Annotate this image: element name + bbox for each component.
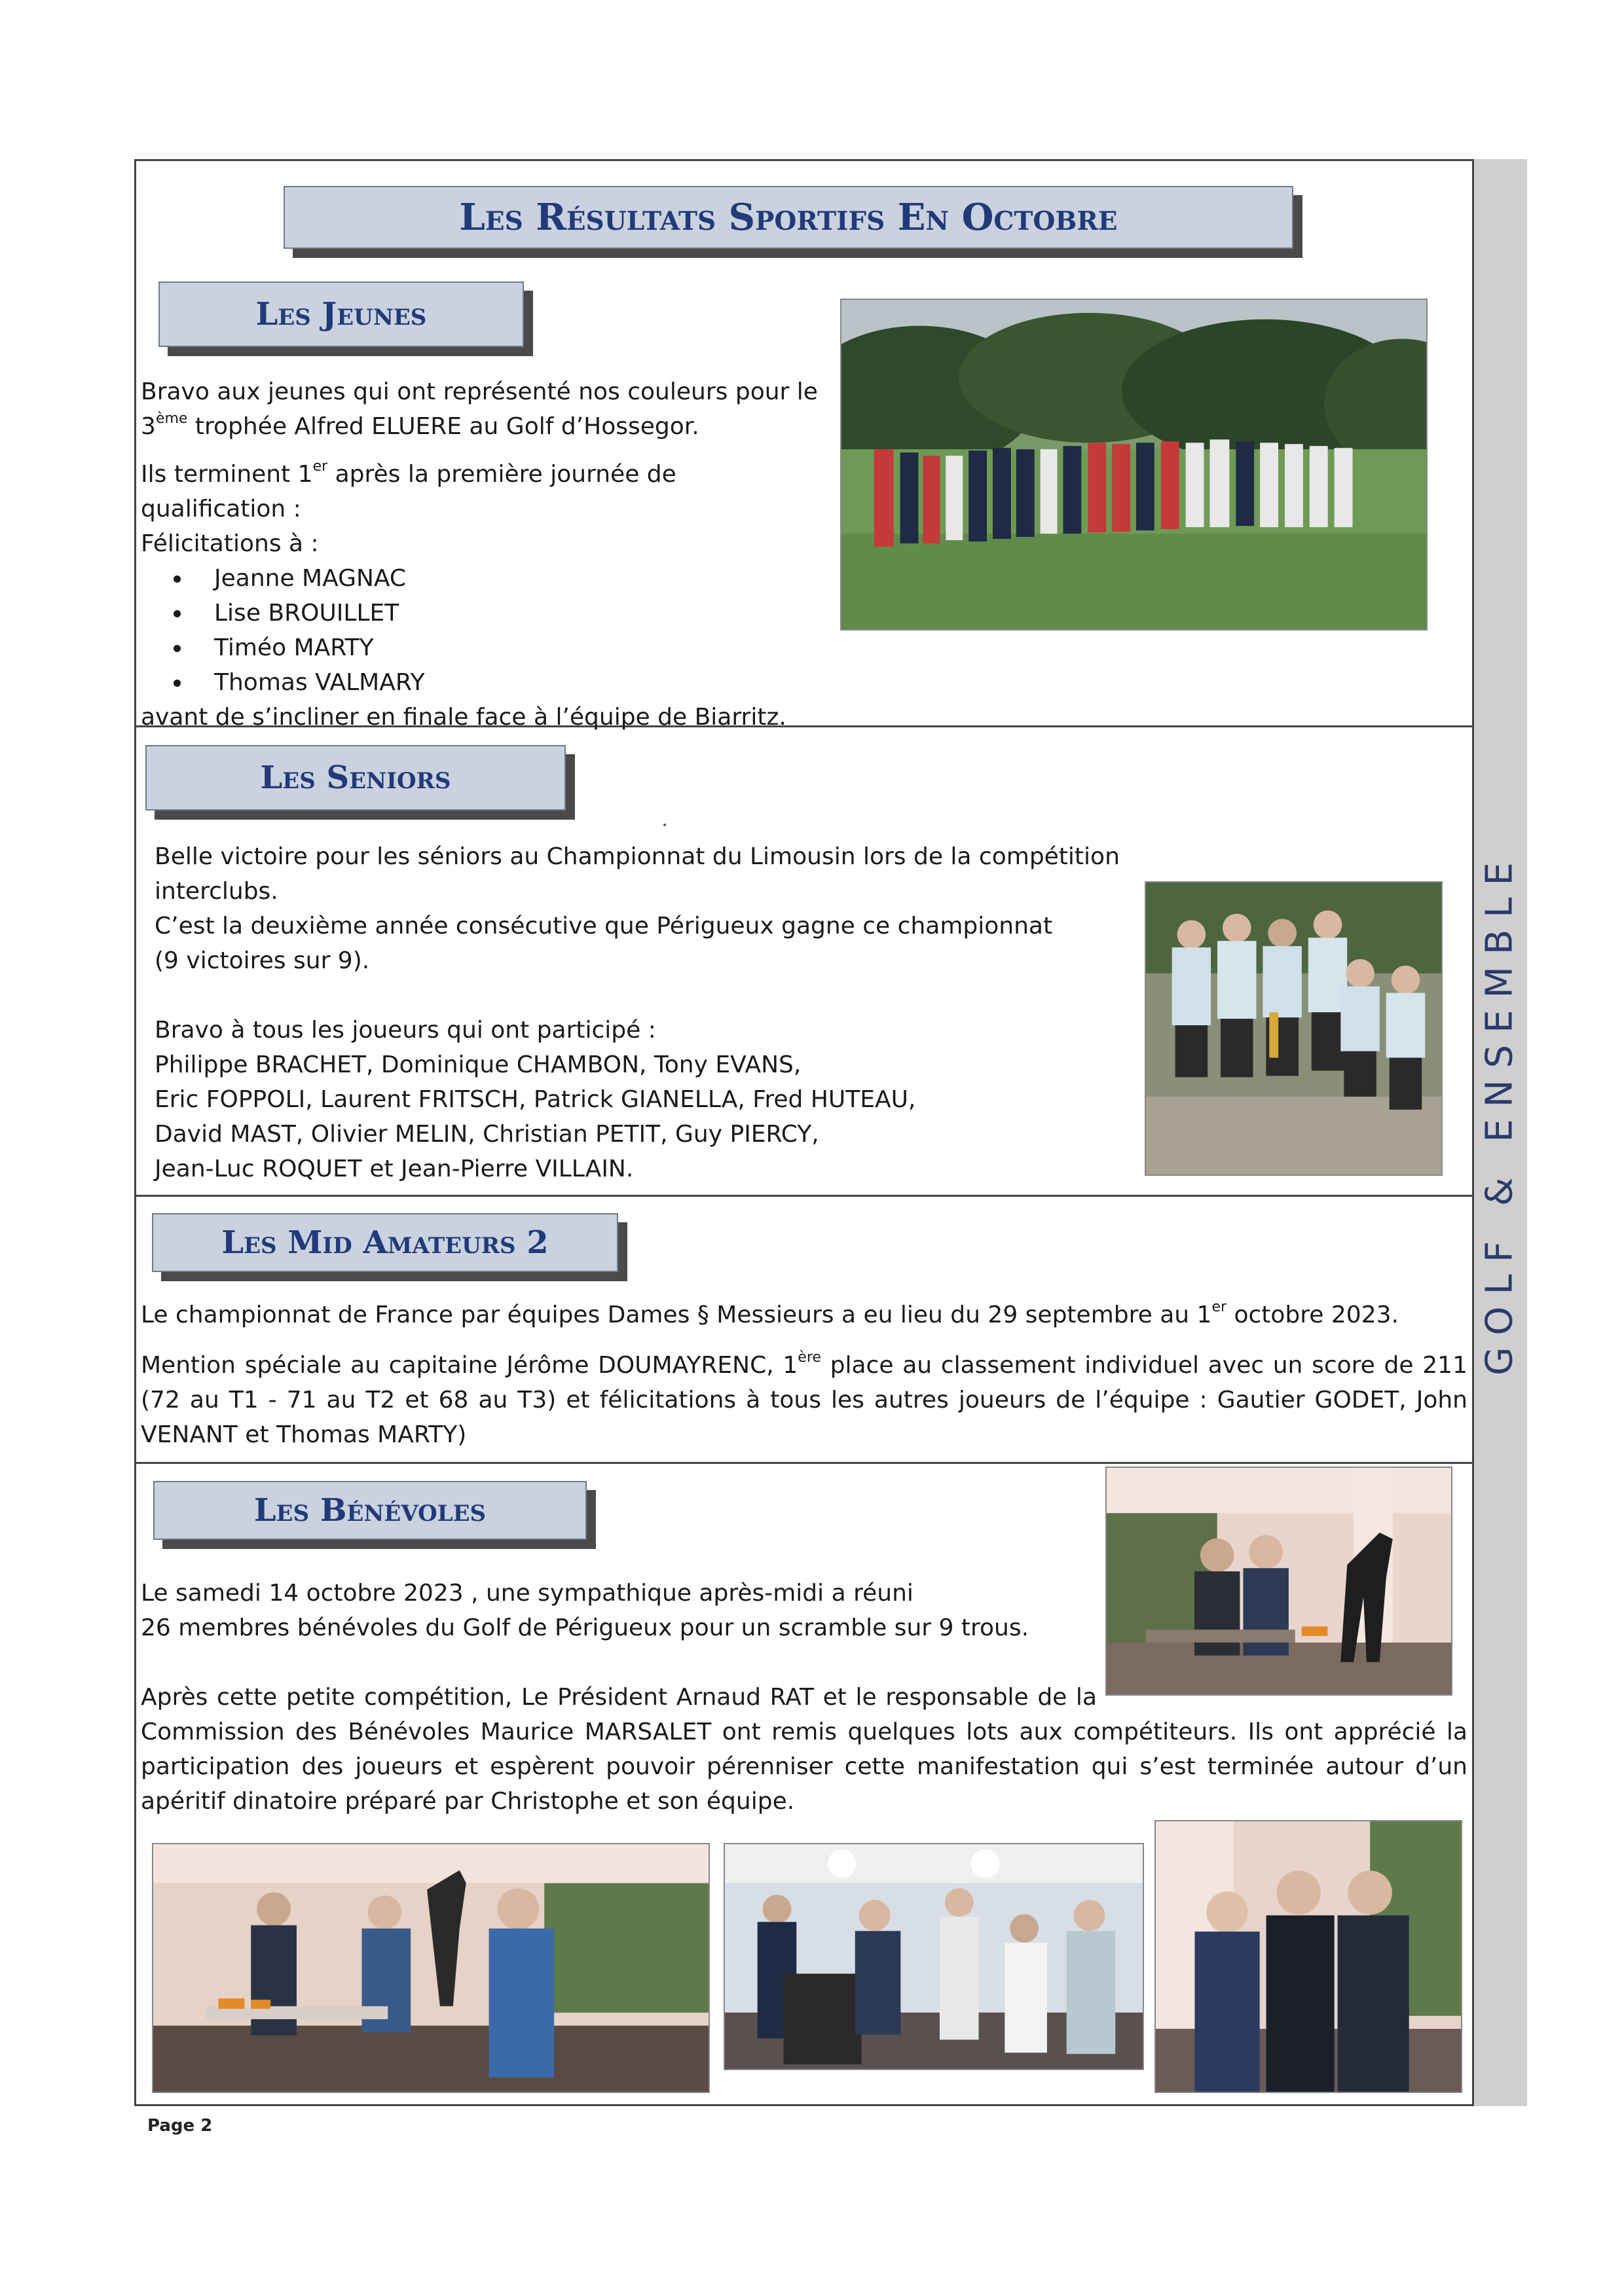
divider-mid-benevoles bbox=[134, 1462, 1472, 1464]
mid-p2-sup: ère bbox=[798, 1349, 821, 1366]
seniors-line7: David MAST, Olivier MELIN, Christian PETIT, Guy PIERCY, bbox=[155, 1121, 819, 1148]
mid-p1-sup: er bbox=[1211, 1299, 1227, 1315]
jeunes-line2-num: 3 bbox=[141, 413, 156, 440]
mid-p1-pre: Le championnat de France par équipes Dames § Messieurs a eu lieu du 29 septembre au 1 bbox=[141, 1302, 1212, 1328]
photo-benevoles-group bbox=[1154, 1820, 1462, 2093]
mid-p2-pre: Mention spéciale au capitaine Jérôme DOUMAYRENC, 1 bbox=[141, 1352, 798, 1379]
benevoles-line1: Le samedi 14 octobre 2023 , une sympathique après-midi a réuni bbox=[141, 1580, 913, 1607]
page-number: Page 2 bbox=[147, 2116, 213, 2136]
list-item: Thomas VALMARY bbox=[141, 665, 822, 700]
seniors-text bbox=[155, 839, 1215, 1186]
jeunes-line4: Félicitations à : bbox=[141, 530, 319, 557]
seniors-line4: Bravo à tous les joueurs qui ont participé : bbox=[155, 1017, 656, 1044]
page-title: Les Résultats Sportifs En Octobre bbox=[284, 186, 1293, 249]
mid-p1-rest: octobre 2023. bbox=[1227, 1302, 1399, 1328]
list-item: Jeanne MAGNAC bbox=[141, 561, 822, 596]
photo-seniors-team bbox=[1145, 881, 1443, 1176]
jeunes-line3-sup: er bbox=[312, 458, 328, 475]
photo-benevoles-president bbox=[1105, 1467, 1452, 1696]
mid-p1 bbox=[141, 1298, 1467, 1332]
section-heading-mid-amateurs: Les Mid Amateurs 2 bbox=[152, 1213, 618, 1272]
seniors-line1: Belle victoire pour les séniors au Championnat du Limousin lors de la compétition interclubs. bbox=[155, 843, 1120, 905]
list-item: Lise BROUILLET bbox=[141, 596, 822, 630]
photo-jeunes-team bbox=[840, 299, 1428, 630]
photo-benevoles-aperitif bbox=[724, 1843, 1144, 2070]
benevoles-text-1 bbox=[141, 1576, 1123, 1645]
mid-p2-rest: place au classement individuel avec un score de 211 (72 au T1 - 71 au T2 et 68 au T3) et félicitations à tous les autres joueurs de l’équipe : Gautier GODET, John VENANT et Thomas MARTY) bbox=[141, 1352, 1467, 1448]
photo-benevoles-tasting bbox=[152, 1843, 710, 2093]
mid-p2 bbox=[141, 1348, 1467, 1452]
seniors-line6: Eric FOPPOLI, Laurent FRITSCH, Patrick GIANELLA, Fred HUTEAU, bbox=[155, 1086, 916, 1113]
jeunes-text bbox=[141, 374, 822, 735]
benevoles-p2-line1: Après cette petite compétition, Le Président Arnaud RAT et le responsable de la bbox=[141, 1684, 1097, 1711]
section-heading-jeunes: Les Jeunes bbox=[158, 282, 524, 347]
sidebar-label: GOLF & ENSEMBLE bbox=[1478, 850, 1521, 1376]
list-item: Timéo MARTY bbox=[141, 630, 822, 665]
seniors-line8: Jean-Luc ROQUET et Jean-Pierre VILLAIN. bbox=[155, 1156, 634, 1182]
seniors-line5: Philippe BRACHET, Dominique CHAMBON, Tony EVANS, bbox=[155, 1051, 802, 1078]
jeunes-line2 bbox=[141, 409, 822, 444]
jeunes-line3-rest: après la première journée de qualification : bbox=[141, 461, 676, 522]
jeunes-line2-sup: ème bbox=[155, 410, 188, 427]
jeunes-closing: avant de s’incliner en finale face à l’équipe de Biarritz. bbox=[141, 704, 786, 731]
mid-text bbox=[141, 1298, 1467, 1452]
section-heading-seniors: Les Seniors bbox=[145, 745, 566, 811]
benevoles-line2: 26 membres bénévoles du Golf de Périgueux pour un scramble sur 9 trous. bbox=[141, 1614, 1029, 1641]
stray-dot bbox=[663, 824, 666, 826]
seniors-line2: C’est la deuxième année consécutive que Périgueux gagne ce championnat bbox=[155, 913, 1053, 939]
jeunes-line2-rest: trophée Alfred ELUERE au Golf d’Hossegor. bbox=[187, 413, 699, 440]
divider-seniors-mid bbox=[134, 1195, 1472, 1197]
seniors-line3: (9 victoires sur 9). bbox=[155, 947, 370, 974]
jeunes-line3 bbox=[141, 457, 822, 526]
jeunes-line1: Bravo aux jeunes qui ont représenté nos couleurs pour le bbox=[141, 378, 818, 405]
section-heading-benevoles: Les Bénévoles bbox=[153, 1481, 587, 1540]
benevoles-p2-rest: Commission des Bénévoles Maurice MARSALET ont remis quelques lots aux compétiteurs. Ils ont apprécié la participation des joueurs et espèrent pouvoir pérenniser cette manifestation qui s’est terminée autour d’un apéritif dinatoire préparé par Christophe et son équipe. bbox=[141, 1719, 1467, 1815]
jeunes-line3-pre: Ils terminent 1 bbox=[141, 461, 313, 488]
jeunes-name-list bbox=[141, 561, 822, 700]
